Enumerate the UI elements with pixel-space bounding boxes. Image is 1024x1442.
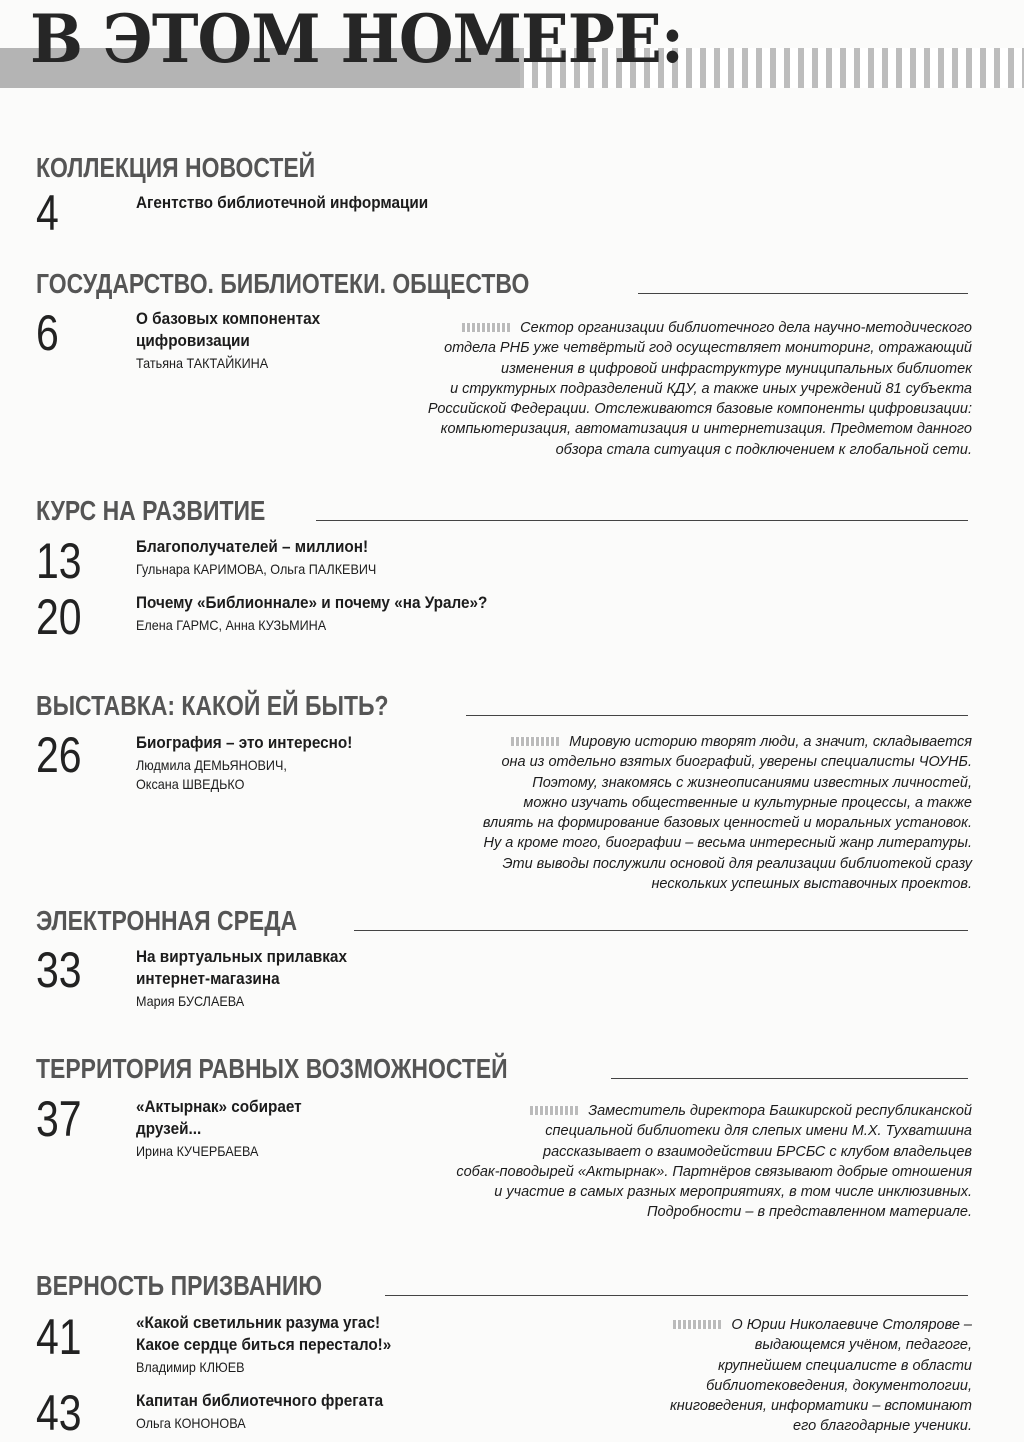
section-header [36,905,968,937]
description-text: Ну а кроме того, биографии – весьма интересный жанр литературы. [483,835,972,852]
description-line [456,1101,972,1121]
article-author: Елена ГАРМС, Анна КУЗЬМИНА [136,617,327,633]
page-number[interactable]: 43 [36,1385,82,1441]
article-author: Мария БУСЛАЕВА [136,993,245,1009]
description-text: и структурных подразделений КДУ, а также иных учреждений 81 субъекта [450,380,972,397]
article-author: Оксана ШВЕДЬКО [136,776,245,792]
description-text: О Юрии Николаевиче Столярове – [731,1317,972,1333]
section-heading: ВЫСТАВКА: КАКОЙ ЕЙ БЫТЬ? [36,690,389,721]
article-title[interactable]: цифровизации [136,331,250,350]
section-header [36,1270,968,1302]
section-header [36,1053,968,1085]
section-heading: ТЕРРИТОРИЯ РАВНЫХ ВОЗМОЖНОСТЕЙ [36,1053,508,1084]
description-line [483,833,972,853]
description-line [456,1162,972,1182]
article-entry[interactable] [136,1312,420,1375]
description-text: отдела РНБ уже четвёртый год осуществляет мониторинг, отражающий [444,340,972,357]
article-entry[interactable] [136,536,403,577]
section-heading: КУРС НА РАЗВИТИЕ [36,495,266,526]
description-text: изменения в цифровой инфраструктуре муниципальных библиотек [501,360,972,377]
description-line [428,359,972,379]
section-rule [466,715,968,716]
section-header [36,495,968,527]
section-rule [638,293,968,294]
article-entry[interactable] [136,1096,320,1159]
article-author: Гульнара КАРИМОВА, Ольга ПАЛКЕВИЧ [136,561,377,577]
description-line [483,854,972,874]
page-number[interactable]: 33 [36,942,82,998]
description-text: специальной библиотеки для слепых имени М.Х. Тухватшина [545,1123,972,1140]
section-heading: ГОСУДАРСТВО. БИБЛИОТЕКИ. ОБЩЕСТВО [36,268,530,299]
description-line [456,1202,972,1222]
page-number[interactable]: 26 [36,727,82,783]
description-marker [511,737,559,746]
description-marker [530,1106,578,1115]
description-line [670,1356,972,1376]
description-text: выдающемся учёном, педагоге, [754,1337,972,1354]
page-number[interactable]: 4 [36,185,59,241]
section-heading: КОЛЛЕКЦИЯ НОВОСТЕЙ [36,152,316,183]
description-text: Мировую историю творят люди, а значит, складывается [569,734,972,750]
description-line [456,1182,972,1202]
article-title[interactable]: На виртуальных прилавках [136,947,347,966]
description-text: собак-поводырей «Актырнак». Партнёров связывают добрые отношения [456,1163,972,1180]
article-entry[interactable] [136,732,376,792]
description-line [456,1142,972,1162]
page-number[interactable]: 37 [36,1091,82,1147]
description-line [483,874,972,894]
article-description [483,732,972,894]
description-line [428,399,972,419]
article-entry[interactable] [136,946,370,1009]
section-rule [316,520,968,521]
description-text: Подробности – в представленном материале. [647,1204,972,1221]
description-marker [462,323,510,332]
description-line [483,773,972,793]
article-title[interactable]: О базовых компонентах [136,309,321,328]
description-text: библиотековедения, документологии, [706,1377,972,1394]
description-line [670,1376,972,1396]
article-author: Татьяна ТАКТАЙКИНА [136,355,269,371]
description-text: его благодарные ученики. [793,1418,972,1435]
article-title[interactable]: Благополучателей – миллион! [136,537,369,556]
article-title[interactable]: «Какой светильник разума угас! [136,1313,381,1332]
description-text: она из отдельно взятых биографий, уверены специалисты ЧОУНБ. [501,754,972,771]
description-text: можно изучать общественные и культурные процессы, а также [523,794,972,811]
description-text: крупнейшем специалисте в области [717,1357,972,1374]
section-heading: ВЕРНОСТЬ ПРИЗВАНИЮ [36,1270,323,1301]
section-heading: ЭЛЕКТРОННАЯ СРЕДА [36,905,298,936]
article-description [456,1101,972,1223]
description-text: Поэтому, знакомясь с жизнеописаниями известных личностей, [532,774,972,791]
article-title[interactable]: Какое сердце биться перестало!» [136,1335,392,1354]
description-text: Сектор организации библиотечного дела научно-методического [520,320,972,336]
description-text: Российской Федерации. Отслеживаются базовые компоненты цифровизации: [427,401,972,418]
description-text: Эти выводы послужили основой для реализации библиотекой сразу [502,855,972,872]
description-line [483,752,972,772]
description-text: компьютеризация, автоматизация и интернетизация. Предметом данного [440,421,972,438]
description-text: нескольких успешных выставочных проектов. [651,876,972,893]
description-line [670,1396,972,1416]
description-text: рассказывает о взаимодействии БРСБС с клубом владельцев [543,1143,972,1160]
page-number[interactable]: 6 [36,305,59,361]
description-line [428,440,972,460]
article-title[interactable]: Агентство библиотечной информации [136,193,429,212]
article-entry[interactable] [136,592,526,633]
description-line [670,1315,972,1335]
article-author: Ольга КОНОНОВА [136,1415,246,1431]
article-title[interactable]: Биография – это интересно! [136,733,353,752]
description-text: и участие в самых разных мероприятиях, в том числе инклюзивных. [494,1184,972,1201]
article-author: Людмила ДЕМЬЯНОВИЧ, [136,757,287,773]
article-entry[interactable] [136,308,341,371]
article-entry[interactable] [136,192,461,214]
description-line [456,1121,972,1141]
section-header [36,152,968,184]
description-line [670,1335,972,1355]
section-header [36,268,968,300]
description-line [483,732,972,752]
description-line [428,379,972,399]
section-rule [611,1078,968,1079]
article-title[interactable]: Капитан библиотечного фрегата [136,1391,384,1410]
description-line [428,338,972,358]
article-title[interactable]: друзей... [136,1119,202,1138]
page-number[interactable]: 41 [36,1309,82,1365]
article-title[interactable]: Почему «Библионнале» и почему «на Урале»? [136,593,488,612]
description-marker [673,1320,721,1329]
description-line [483,813,972,833]
article-description [670,1315,972,1437]
section-header [36,690,968,722]
description-text: влиять на формирование базовых ценностей и моральных установок. [482,815,972,832]
description-line [428,419,972,439]
article-entry[interactable] [136,1390,411,1431]
description-text: книговедения, информатики – вспоминают [669,1398,972,1415]
article-author: Владимир КЛЮЕВ [136,1359,245,1375]
description-text: обзора стала ситуация с подключением к глобальной сети. [555,441,972,458]
article-title[interactable]: интернет-магазина [136,969,280,988]
article-description [428,318,972,460]
section-rule [385,1295,968,1296]
article-title[interactable]: «Актырнак» собирает [136,1097,302,1116]
description-line [670,1416,972,1436]
description-line [428,318,972,338]
page-title: В ЭТОМ НОМЕРЕ: [30,0,684,78]
description-line [483,793,972,813]
description-text: Заместитель директора Башкирской республиканской [588,1103,972,1119]
article-author: Ирина КУЧЕРБАЕВА [136,1143,259,1159]
page-number[interactable]: 20 [36,589,82,645]
section-rule [354,930,968,931]
page-number[interactable]: 13 [36,533,82,589]
